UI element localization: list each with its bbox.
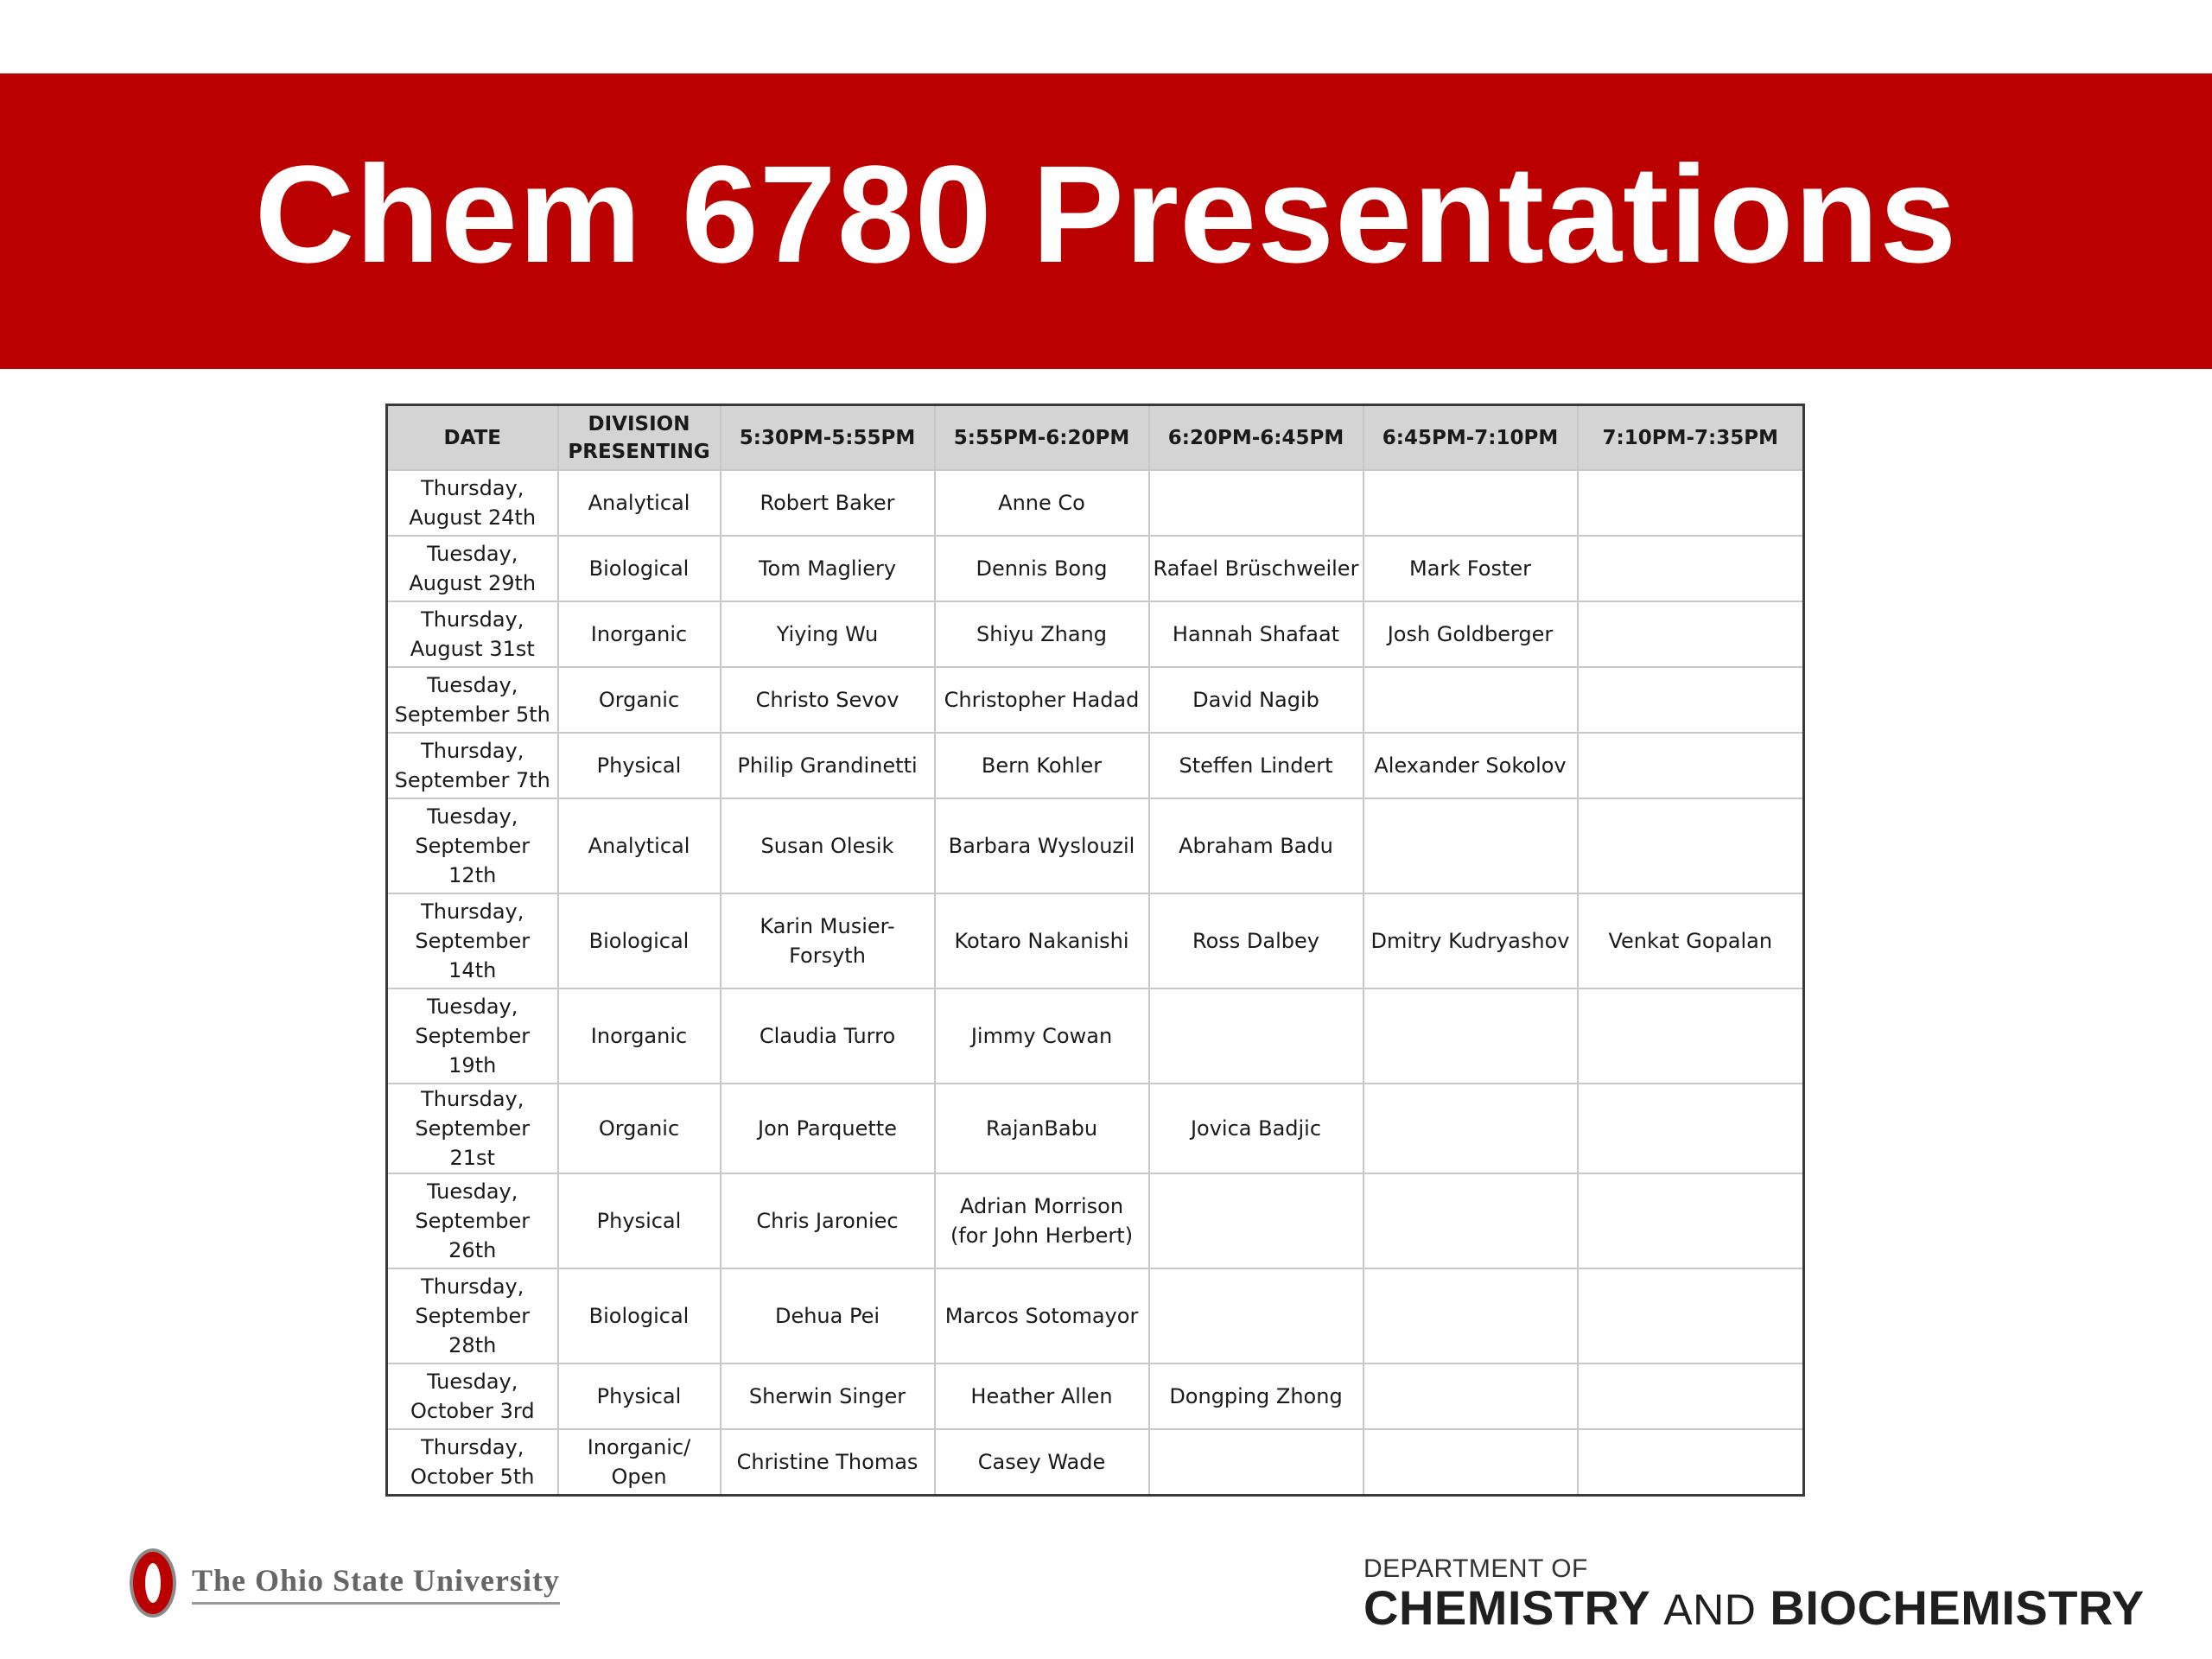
cell-slot-5 bbox=[1578, 601, 1804, 667]
cell-slot-2: Casey Wade bbox=[935, 1429, 1149, 1495]
cell-slot-1: Jon Parquette bbox=[721, 1084, 935, 1173]
cell-division: Inorganic bbox=[558, 988, 721, 1084]
cell-slot-1: Christo Sevov bbox=[721, 667, 935, 733]
cell-date: Tuesday, September 5th bbox=[387, 667, 558, 733]
cell-slot-3: Hannah Shafaat bbox=[1149, 601, 1363, 667]
cell-date: Thursday, September 21st bbox=[387, 1084, 558, 1173]
cell-division: Physical bbox=[558, 733, 721, 798]
table-row bbox=[387, 988, 1804, 1084]
cell-slot-3: Dongping Zhong bbox=[1149, 1363, 1363, 1429]
cell-slot-1: Sherwin Singer bbox=[721, 1363, 935, 1429]
cell-slot-1: Tom Magliery bbox=[721, 536, 935, 601]
cell-slot-3: Jovica Badjic bbox=[1149, 1084, 1363, 1173]
cell-slot-1: Robert Baker bbox=[721, 470, 935, 536]
column-header-slot-3: 6:20PM-6:45PM bbox=[1149, 405, 1363, 471]
table-row bbox=[387, 601, 1804, 667]
table-row bbox=[387, 1268, 1804, 1363]
column-header-division: DIVISION PRESENTING bbox=[558, 405, 721, 471]
table-row bbox=[387, 667, 1804, 733]
department-word-chemistry: CHEMISTRY bbox=[1363, 1580, 1650, 1635]
column-header-date: DATE bbox=[387, 405, 558, 471]
cell-slot-1: Chris Jaroniec bbox=[721, 1173, 935, 1268]
cell-slot-1: Claudia Turro bbox=[721, 988, 935, 1084]
cell-slot-1: Yiying Wu bbox=[721, 601, 935, 667]
cell-slot-4 bbox=[1363, 667, 1578, 733]
cell-date: Thursday, September 14th bbox=[387, 893, 558, 988]
header-row bbox=[387, 405, 1804, 471]
cell-date: Tuesday, October 3rd bbox=[387, 1363, 558, 1429]
cell-slot-5 bbox=[1578, 470, 1804, 536]
cell-date: Thursday, October 5th bbox=[387, 1429, 558, 1495]
cell-slot-5 bbox=[1578, 1363, 1804, 1429]
department-word-and: AND bbox=[1663, 1586, 1757, 1634]
cell-slot-4 bbox=[1363, 1363, 1578, 1429]
cell-slot-2: Barbara Wyslouzil bbox=[935, 798, 1149, 893]
cell-slot-3 bbox=[1149, 988, 1363, 1084]
cell-slot-2: Kotaro Nakanishi bbox=[935, 893, 1149, 988]
cell-slot-4 bbox=[1363, 798, 1578, 893]
table-row bbox=[387, 1429, 1804, 1495]
cell-slot-2: Anne Co bbox=[935, 470, 1149, 536]
cell-slot-5 bbox=[1578, 1173, 1804, 1268]
cell-slot-5 bbox=[1578, 536, 1804, 601]
cell-slot-3: David Nagib bbox=[1149, 667, 1363, 733]
cell-slot-4 bbox=[1363, 1084, 1578, 1173]
title-banner bbox=[0, 73, 2212, 369]
cell-date: Thursday, September 7th bbox=[387, 733, 558, 798]
cell-slot-1: Christine Thomas bbox=[721, 1429, 935, 1495]
osu-logo bbox=[130, 1548, 560, 1618]
cell-slot-4 bbox=[1363, 988, 1578, 1084]
cell-slot-2: Heather Allen bbox=[935, 1363, 1149, 1429]
cell-slot-3: Ross Dalbey bbox=[1149, 893, 1363, 988]
column-header-slot-1: 5:30PM-5:55PM bbox=[721, 405, 935, 471]
table-row bbox=[387, 893, 1804, 988]
cell-slot-2: Adrian Morrison (for John Herbert) bbox=[935, 1173, 1149, 1268]
cell-slot-2: RajanBabu bbox=[935, 1084, 1149, 1173]
cell-slot-2: Jimmy Cowan bbox=[935, 988, 1149, 1084]
cell-slot-5 bbox=[1578, 667, 1804, 733]
cell-slot-3: Rafael Brüschweiler bbox=[1149, 536, 1363, 601]
department-logo bbox=[1363, 1555, 2145, 1635]
department-of-label: DEPARTMENT OF bbox=[1363, 1554, 1588, 1583]
cell-date: Thursday, September 28th bbox=[387, 1268, 558, 1363]
cell-slot-5 bbox=[1578, 988, 1804, 1084]
cell-slot-3: Abraham Badu bbox=[1149, 798, 1363, 893]
cell-slot-1: Karin Musier-Forsyth bbox=[721, 893, 935, 988]
table-row bbox=[387, 1173, 1804, 1268]
cell-slot-4 bbox=[1363, 1173, 1578, 1268]
cell-slot-4: Josh Goldberger bbox=[1363, 601, 1578, 667]
block-o-icon bbox=[130, 1548, 176, 1618]
cell-slot-5 bbox=[1578, 1268, 1804, 1363]
department-word-biochemistry: BIOCHEMISTRY bbox=[1770, 1580, 2145, 1635]
cell-slot-5 bbox=[1578, 733, 1804, 798]
cell-slot-5 bbox=[1578, 798, 1804, 893]
cell-date: Thursday, August 31st bbox=[387, 601, 558, 667]
cell-slot-5 bbox=[1578, 1429, 1804, 1495]
cell-slot-2: Bern Kohler bbox=[935, 733, 1149, 798]
table-row bbox=[387, 536, 1804, 601]
cell-slot-2: Dennis Bong bbox=[935, 536, 1149, 601]
cell-slot-4: Dmitry Kudryashov bbox=[1363, 893, 1578, 988]
cell-slot-3 bbox=[1149, 1429, 1363, 1495]
cell-slot-3: Steffen Lindert bbox=[1149, 733, 1363, 798]
table-row bbox=[387, 733, 1804, 798]
cell-division: Biological bbox=[558, 893, 721, 988]
cell-division: Physical bbox=[558, 1363, 721, 1429]
cell-date: Thursday, August 24th bbox=[387, 470, 558, 536]
schedule-table bbox=[385, 404, 1805, 1497]
table-row bbox=[387, 1363, 1804, 1429]
cell-division: Inorganic bbox=[558, 601, 721, 667]
cell-slot-2: Shiyu Zhang bbox=[935, 601, 1149, 667]
cell-slot-1: Philip Grandinetti bbox=[721, 733, 935, 798]
cell-slot-3 bbox=[1149, 1268, 1363, 1363]
cell-division: Inorganic/ Open bbox=[558, 1429, 721, 1495]
department-name bbox=[1363, 1580, 2145, 1635]
cell-division: Biological bbox=[558, 536, 721, 601]
table-row bbox=[387, 1084, 1804, 1173]
cell-division: Organic bbox=[558, 667, 721, 733]
cell-slot-4: Mark Foster bbox=[1363, 536, 1578, 601]
cell-date: Tuesday, September 12th bbox=[387, 798, 558, 893]
cell-slot-5: Venkat Gopalan bbox=[1578, 893, 1804, 988]
column-header-slot-4: 6:45PM-7:10PM bbox=[1363, 405, 1578, 471]
page-title: Chem 6780 Presentations bbox=[254, 137, 1958, 291]
cell-slot-4 bbox=[1363, 1429, 1578, 1495]
cell-division: Analytical bbox=[558, 798, 721, 893]
cell-slot-2: Marcos Sotomayor bbox=[935, 1268, 1149, 1363]
cell-date: Tuesday, August 29th bbox=[387, 536, 558, 601]
university-name: The Ohio State University bbox=[192, 1562, 560, 1605]
cell-slot-4: Alexander Sokolov bbox=[1363, 733, 1578, 798]
cell-slot-1: Susan Olesik bbox=[721, 798, 935, 893]
cell-slot-1: Dehua Pei bbox=[721, 1268, 935, 1363]
cell-division: Physical bbox=[558, 1173, 721, 1268]
schedule-body bbox=[387, 470, 1804, 1495]
cell-date: Tuesday, September 26th bbox=[387, 1173, 558, 1268]
cell-slot-3 bbox=[1149, 470, 1363, 536]
column-header-slot-5: 7:10PM-7:35PM bbox=[1578, 405, 1804, 471]
cell-date: Tuesday, September 19th bbox=[387, 988, 558, 1084]
table-row bbox=[387, 470, 1804, 536]
cell-slot-2: Christopher Hadad bbox=[935, 667, 1149, 733]
cell-division: Biological bbox=[558, 1268, 721, 1363]
cell-division: Organic bbox=[558, 1084, 721, 1173]
cell-division: Analytical bbox=[558, 470, 721, 536]
cell-slot-4 bbox=[1363, 470, 1578, 536]
cell-slot-4 bbox=[1363, 1268, 1578, 1363]
schedule-table-container bbox=[385, 404, 1802, 1497]
table-row bbox=[387, 798, 1804, 893]
cell-slot-3 bbox=[1149, 1173, 1363, 1268]
cell-slot-5 bbox=[1578, 1084, 1804, 1173]
column-header-slot-2: 5:55PM-6:20PM bbox=[935, 405, 1149, 471]
